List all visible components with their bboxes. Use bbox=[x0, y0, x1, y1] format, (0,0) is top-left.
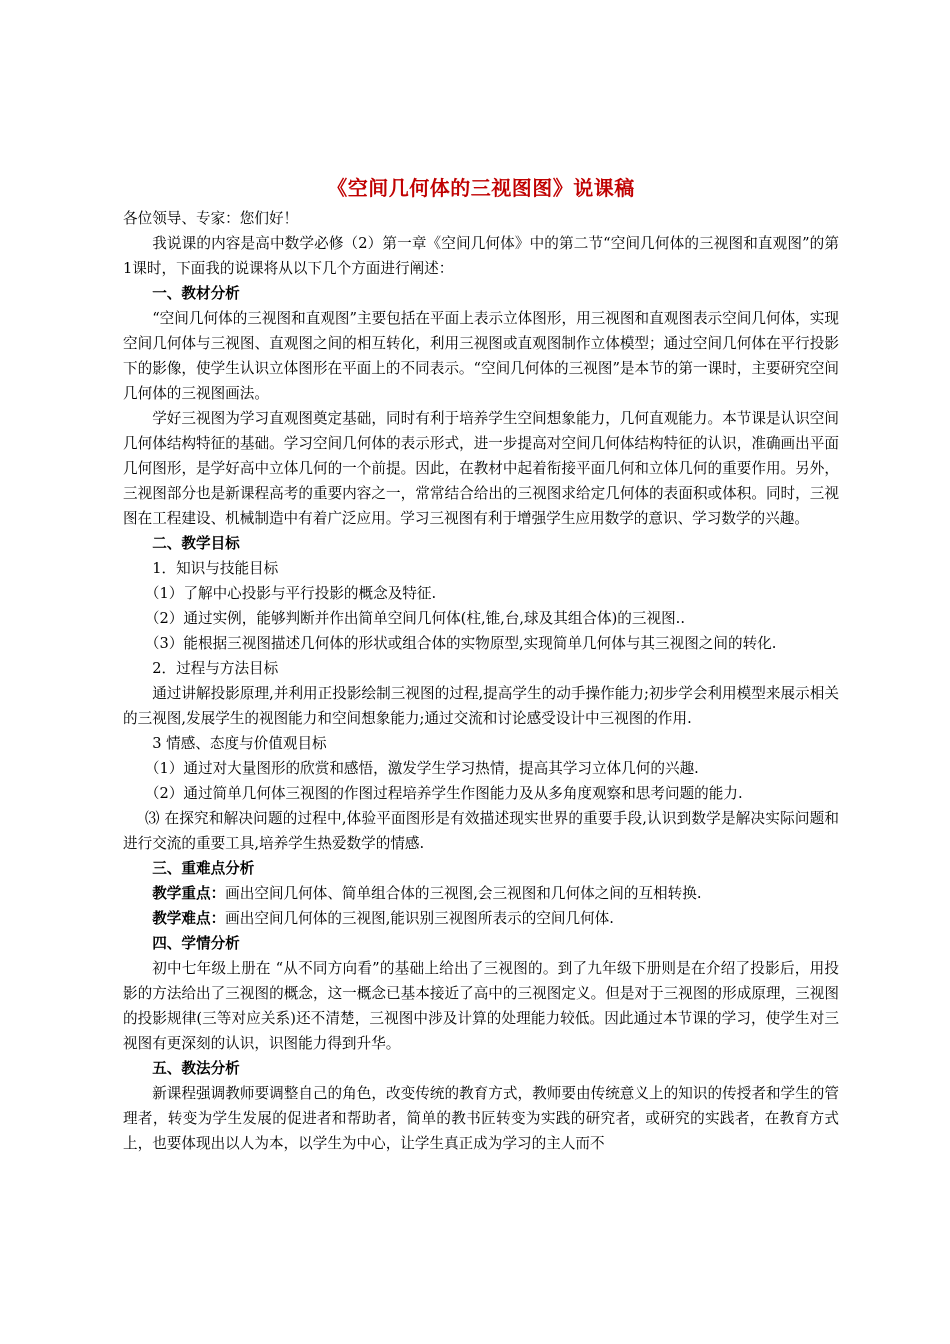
subheading: 3 情感、态度与价值观目标 bbox=[152, 735, 327, 752]
difficulty-text: 画出空间几何体的三视图,能识别三视图所表示的空间几何体. bbox=[225, 910, 614, 927]
difficulty-line bbox=[123, 906, 839, 931]
section-heading-textbook-analysis: 一、教材分析 bbox=[152, 285, 240, 302]
section-heading-teaching-goals: 二、教学目标 bbox=[152, 535, 240, 552]
list-item: ⑶ 在探究和解决问题的过程中,体验平面图形是有效描述现实世界的重要手段,认识到数学是解决实际问题和进行交流的重要工具,培养学生热爱数学的情感. bbox=[123, 810, 839, 852]
section-heading-key-points: 三、重难点分析 bbox=[152, 860, 255, 877]
key-point-text: 画出空间几何体、简单组合体的三视图,会三视图和几何体之间的互相转换. bbox=[225, 885, 702, 902]
section-heading-method-analysis: 五、教法分析 bbox=[152, 1060, 240, 1077]
list-item: （1）通过对大量图形的欣赏和感悟，激发学生学习热情，提高其学习立体几何的兴趣. bbox=[144, 760, 699, 777]
paragraph: “空间几何体的三视图和直观图”主要包括在平面上表示立体图形，用三视图和直观图表示空间几何体，实现空间几何体与三视图、直观图之间的相互转化，利用三视图或直观图制作立体模型；通过空间几何体在平行投影下的影像，使学生认识立体图形在平面上的不同表示。“空间几何体的三视图”是本节的第一课时，主要研究空间几何体的三视图画法。 bbox=[123, 310, 839, 402]
greeting: 各位领导、专家：您们好！ bbox=[123, 210, 299, 227]
list-item: （2）通过实例，能够判断并作出简单空间几何体(柱,锥,台,球及其组合体)的三视图.. bbox=[144, 610, 685, 627]
paragraph: 通过讲解投影原理,并利用正投影绘制三视图的过程,提高学生的动手操作能力;初步学会利用模型来展示相关的三视图,发展学生的视图能力和空间想象能力;通过交流和讨论感受设计中三视图的作用. bbox=[123, 685, 839, 727]
paragraph: 新课程强调教师要调整自己的角色，改变传统的教育方式，教师要由传统意义上的知识的传授者和学生的管理者，转变为学生发展的促进者和帮助者，简单的教书匠转变为实践的研究者，或研究的实践者，在教育方式上，也要体现出以人为本，以学生为中心，让学生真正成为学习的主人而不 bbox=[123, 1085, 839, 1152]
key-point-line bbox=[123, 881, 839, 906]
section-heading-learner-analysis: 四、学情分析 bbox=[152, 935, 240, 952]
document-title: 《空间几何体的三视图图》说课稿 bbox=[327, 176, 635, 200]
list-item: （2）通过简单几何体三视图的作图过程培养学生作图能力及从多角度观察和思考问题的能力. bbox=[144, 785, 743, 802]
list-item: （1）了解中心投影与平行投影的概念及特征. bbox=[144, 585, 437, 602]
document-page bbox=[123, 172, 839, 1156]
subheading: 2．过程与方法目标 bbox=[152, 660, 279, 677]
key-point-label: 教学重点： bbox=[152, 885, 226, 902]
intro-paragraph: 我说课的内容是高中数学必修（2）第一章《空间几何体》中的第二节“空间几何体的三视图和直观图”的第1课时，下面我的说课将从以下几个方面进行阐述： bbox=[123, 235, 839, 277]
difficulty-label: 教学难点： bbox=[152, 910, 226, 927]
paragraph: 学好三视图为学习直观图奠定基础，同时有利于培养学生空间想象能力，几何直观能力。本节课是认识空间几何体结构特征的基础。学习空间几何体的表示形式，进一步提高对空间几何体结构特征的认识，准确画出平面几何图形，是学好高中立体几何的一个前提。因此，在教材中起着衔接平面几何和立体几何的重要作用。另外，三视图部分也是新课程高考的重要内容之一，常常结合给出的三视图求给定几何体的表面积或体积。同时，三视图在工程建设、机械制造中有着广泛应用。学习三视图有利于增强学生应用数学的意识、学习数学的兴趣。 bbox=[123, 410, 839, 527]
paragraph: 初中七年级上册在 “从不同方向看”的基础上给出了三视图的。到了九年级下册则是在介绍了投影后，用投影的方法给出了三视图的概念，这一概念已基本接近了高中的三视图定义。但是对于三视图的形成原理，三视图的投影规律(三等对应关系)还不清楚，三视图中涉及计算的处理能力较低。因此通过本节课的学习，使学生对三视图有更深刻的认识，识图能力得到升华。 bbox=[123, 960, 839, 1052]
subheading: 1．知识与技能目标 bbox=[152, 560, 279, 577]
list-item: （3）能根据三视图描述几何体的形状或组合体的实物原型,实现简单几何体与其三视图之间的转化. bbox=[144, 635, 777, 652]
